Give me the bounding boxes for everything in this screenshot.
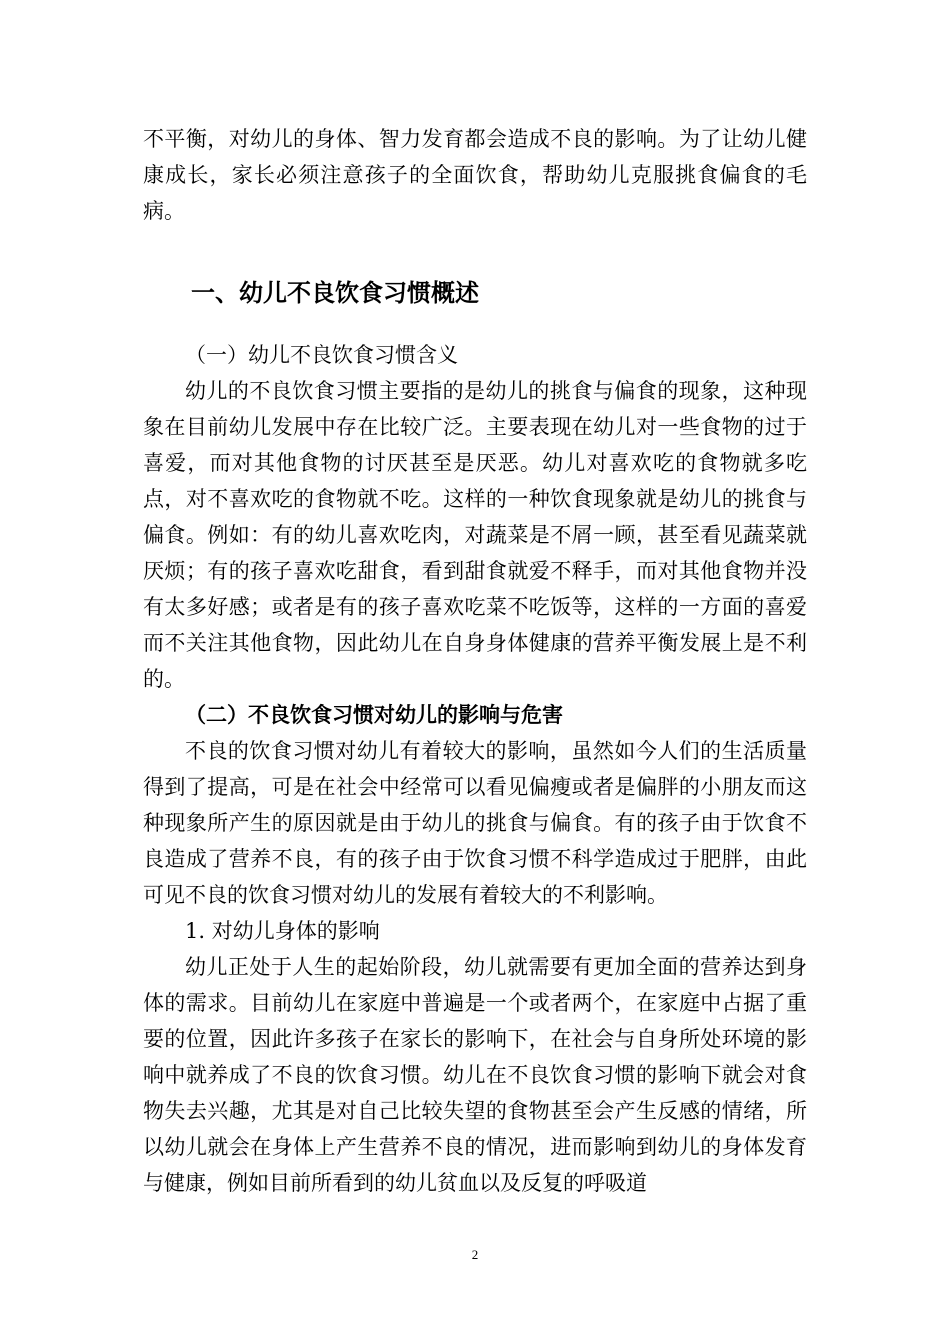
point-title-body-impact: 1. 对幼儿身体的影响 (185, 919, 380, 943)
page-content (143, 121, 807, 1201)
subsection-title-meaning: （一）幼儿不良饮食习惯含义 (185, 343, 458, 367)
intro-paragraph: 不平衡，对幼儿的身体、智力发育都会造成不良的影响。为了让幼儿健康成长，家长必须注意孩子的全面饮食，帮助幼儿克服挑食偏食的毛病。 (143, 127, 807, 223)
point-body-impact-paragraph: 幼儿正处于人生的起始阶段，幼儿就需要有更加全面的营养达到身体的需求。目前幼儿在家庭中普遍是一个或者两个，在家庭中占据了重要的位置，因此许多孩子在家长的影响下，在社会与自身所处环境的影响中就养成了不良的饮食习惯。幼儿在不良饮食习惯的影响下就会对食物失去兴趣，尤其是对自己比较失望的食物甚至会产生反感的情绪，所以幼儿就会在身体上产生营养不良的情况，进而影响到幼儿的身体发育与健康，例如目前所看到的幼儿贫血以及反复的呼吸道 (143, 955, 807, 1195)
section-title: 一、幼儿不良饮食习惯概述 (191, 279, 479, 307)
subsection-impact-paragraph: 不良的饮食习惯对幼儿有着较大的影响，虽然如今人们的生活质量得到了提高，可是在社会中经常可以看见偏瘦或者是偏胖的小朋友而这种现象所产生的原因就是由于幼儿的挑食与偏食。有的孩子由于饮食不良造成了营养不良，有的孩子由于饮食习惯不科学造成过于肥胖，由此可见不良的饮食习惯对幼儿的发展有着较大的不利影响。 (143, 739, 807, 907)
subsection-meaning-paragraph: 幼儿的不良饮食习惯主要指的是幼儿的挑食与偏食的现象，这种现象在目前幼儿发展中存在比较广泛。主要表现在幼儿对一些食物的过于喜爱，而对其他食物的讨厌甚至是厌恶。幼儿对喜欢吃的食物就多吃点，对不喜欢吃的食物就不吃。这样的一种饮食现象就是幼儿的挑食与偏食。例如：有的幼儿喜欢吃肉，对蔬菜是不屑一顾，甚至看见蔬菜就厌烦；有的孩子喜欢吃甜食，看到甜食就爱不释手，而对其他食物并没有太多好感；或者是有的孩子喜欢吃菜不吃饭等，这样的一方面的喜爱而不关注其他食物，因此幼儿在自身身体健康的营养平衡发展上是不利的。 (143, 379, 807, 691)
subsection-title-impact: （二）不良饮食习惯对幼儿的影响与危害 (185, 703, 563, 727)
page-number: 2 (471, 1247, 479, 1262)
